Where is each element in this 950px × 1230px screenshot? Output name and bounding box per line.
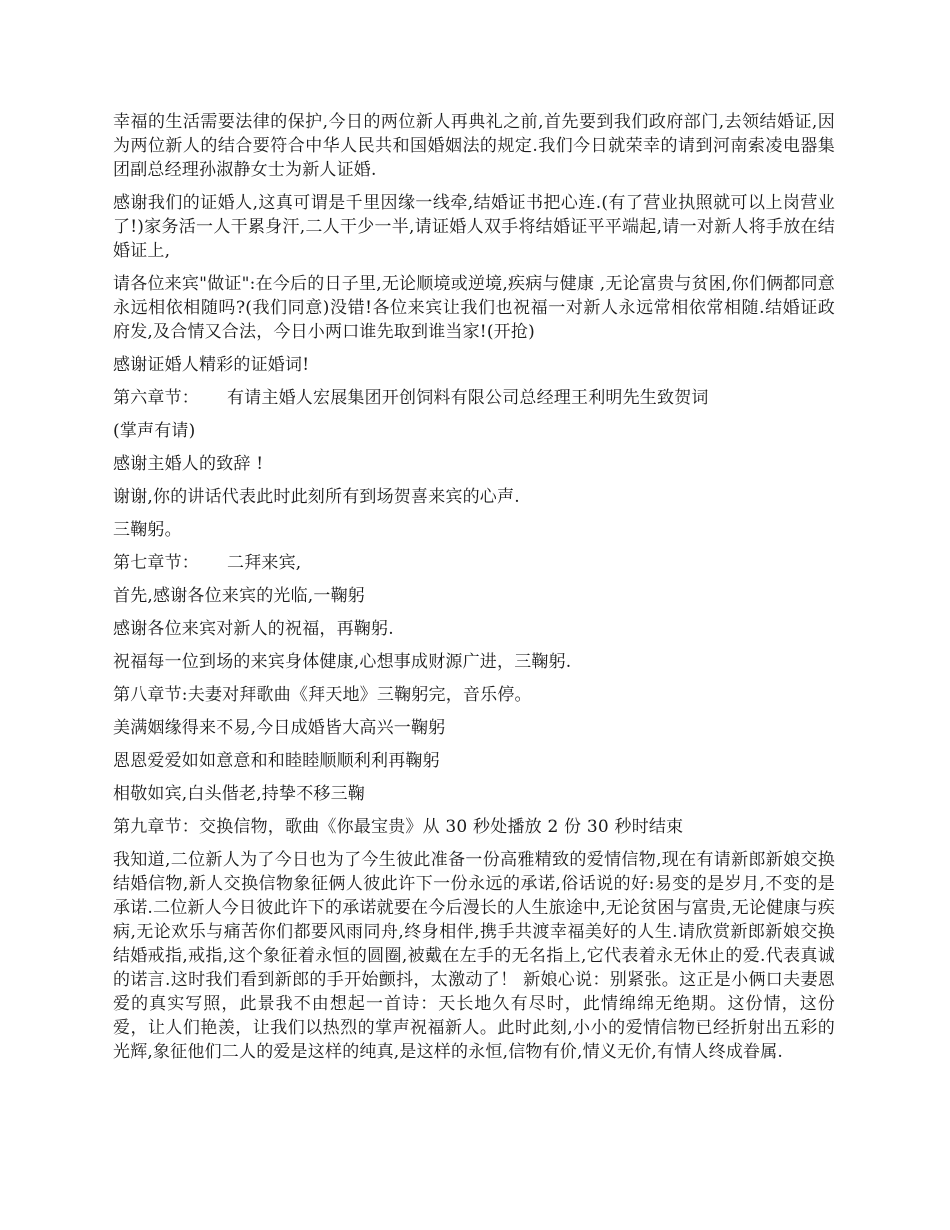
paragraph: 感谢各位来宾对新人的祝福，再鞠躬. [113,619,394,639]
paragraph: 恩恩爱爱如如意意和和睦睦顺顺利利再鞠躬 [113,751,440,771]
chapter-heading-9: 第九章节：交换信物，歌曲《你最宝贵》从 30 秒处播放 2 份 30 秒时结束 [113,817,684,837]
chapter-label: 第七章节： [113,553,199,573]
paragraph: 三鞠躬。 [113,520,182,540]
paragraph: 相敬如宾,白头偕老,持挚不移三鞠 [113,784,366,804]
paragraph: 祝福每一位到场的来宾身体健康,心想事成财源广进，三鞠躬. [113,652,572,672]
paragraph: 谢谢,你的讲话代表此时此刻所有到场贺喜来宾的心声. [113,487,520,507]
chapter-text: 二拜来宾, [227,553,302,573]
paragraph: 感谢我们的证婚人,这真可谓是千里因缘一线牵,结婚证书把心连.(有了营业执照就可以上岗营业了!)家务活一人干累身汗,二人干少一半,请证婚人双手将结婚证平平端起,请一对新人将手放在结婚证上, [113,193,835,261]
paragraph: (掌声有请) [113,421,196,441]
chapter-heading-7 [113,551,835,575]
chapter-text: 有请主婚人宏展集团开创饲料有限公司总经理王利明先生致贺词 [227,388,709,408]
chapter-label: 第六章节： [113,388,199,408]
chapter-heading-8: 第八章节:夫妻对拜歌曲《拜天地》三鞠躬完，音乐停。 [113,685,532,705]
paragraph: 请各位来宾"做证":在今后的日子里,无论顺境或逆境,疾病与健康 ,无论富贵与贫困,你们俩都同意永远相依相随吗?(我们同意)没错!各位来宾让我们也祝福一对新人永远常相依常相随.结婚证政府发,及合情又合法，今日小两口谁先取到谁当家!(开抢) [113,274,835,342]
paragraph: 我知道,二位新人为了今日也为了今生彼此准备一份高雅精致的爱情信物,现在有请新郎新娘交换结婚信物,新人交换信物象征俩人彼此许下一份永远的承诺,俗话说的好:易变的是岁月,不变的是承诺.二位新人今日彼此许下的承诺就要在今后漫长的人生旅途中,无论贫困与富贵,无论健康与疾病,无论欢乐与痛苦你们都要风雨同舟,终身相伴,携手共渡幸福美好的人生.请欣赏新郎新娘交换结婚戒指,戒指,这个象征着永恒的圆圈,被戴在左手的无名指上,它代表着永无休止的爱.代表真诚的诺言.这时我们看到新郎的手开始颤抖，太激动了！ 新娘心说：别紧张。这正是小俩口夫妻恩爱的真实写照，此景我不由想起一首诗：天长地久有尽时，此情绵绵无绝期。这份情，这份爱，让人们艳羡，让我们以热烈的掌声祝福新人。此时此刻,小小的爱情信物已经折射出五彩的光辉,象征他们二人的爱是这样的纯真,是这样的永恒,信物有价,情义无价,有情人终成眷属. [113,850,836,1062]
paragraph: 首先,感谢各位来宾的光临,一鞠躬 [113,586,366,606]
paragraph: 美满姻缘得来不易,今日成婚皆大高兴一鞠躬 [113,718,446,738]
paragraph: 幸福的生活需要法律的保护,今日的两位新人再典礼之前,首先要到我们政府部门,去领结婚证,因为两位新人的结合要符合中华人民共和国婚姻法的规定.我们今日就荣幸的请到河南索凌电器集团副总经理孙淑静女士为新人证婚. [113,112,835,180]
paragraph: 感谢证婚人精彩的证婚词! [113,355,310,375]
document-body [113,110,835,1073]
paragraph: 感谢主婚人的致辞 ! [113,454,264,474]
chapter-heading-6 [113,386,835,410]
